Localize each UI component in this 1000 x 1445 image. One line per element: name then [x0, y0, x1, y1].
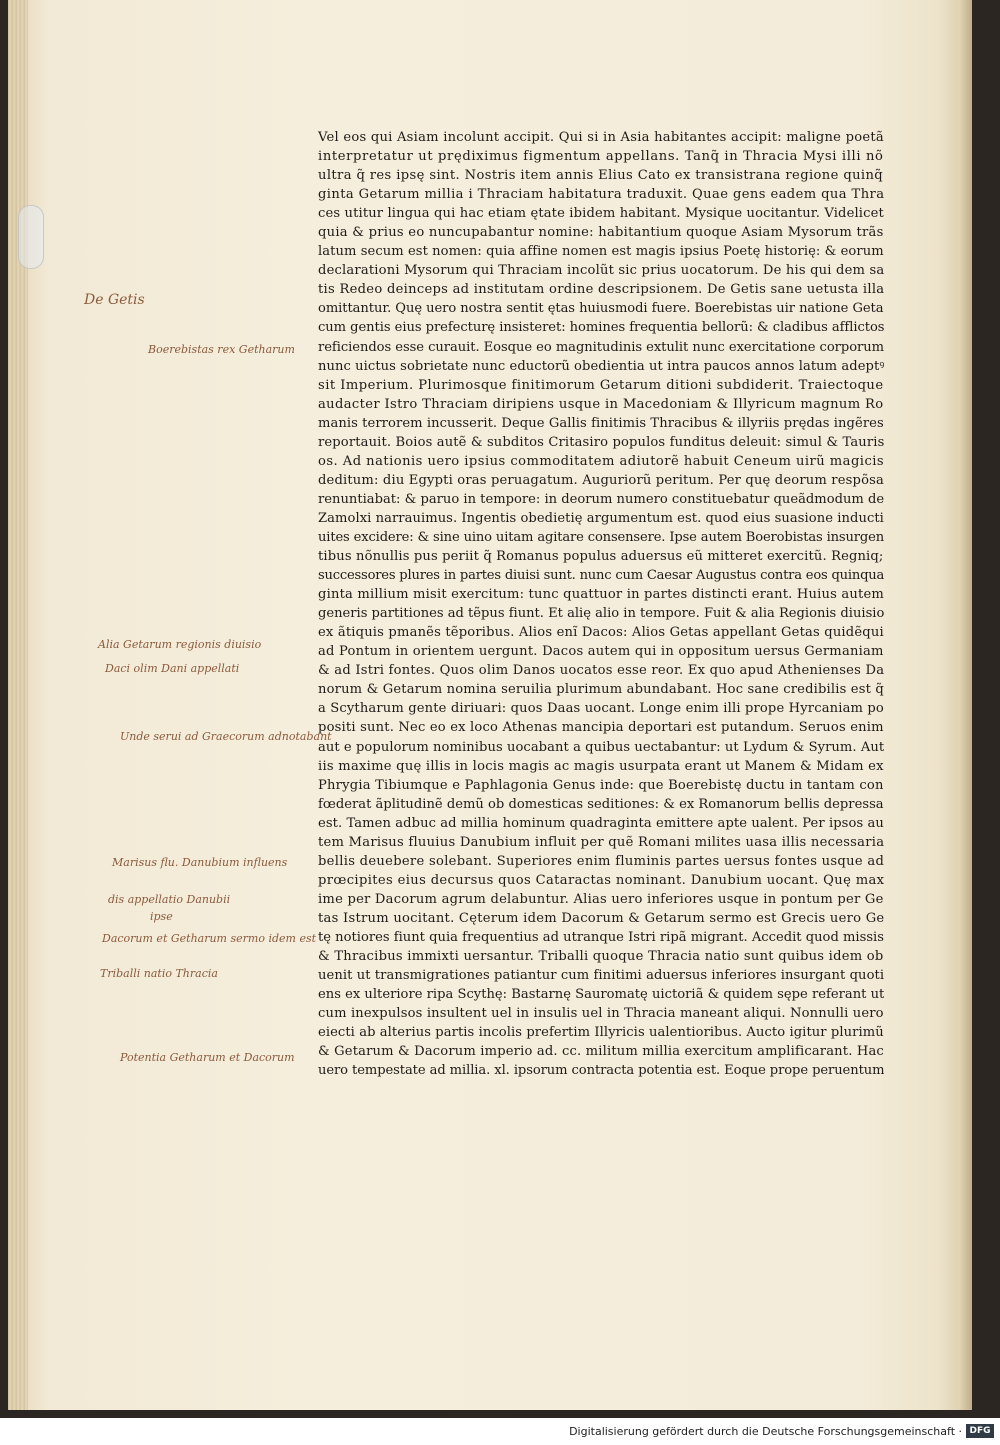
text-line: successores plures in partes diuisi sunt. nunc cum Caesar Augustus contra eos quinqua	[318, 568, 884, 584]
marginal-note-marisus: Marisus flu. Danubium influens	[112, 856, 288, 869]
text-line: ginta Getarum millia i Thraciam habitatura traduxit. Quae gens eadem qua Thra	[318, 187, 884, 203]
text-line: ultra q̃ res ipsę sint. Nostris item annis Elius Cato ex transistrana regione quinq̃	[318, 168, 884, 184]
text-line: uenit ut transmigrationes patiantur cum finitimi aduersus inferiores insurgant quoti	[318, 968, 884, 984]
text-line: positi sunt. Nec eo ex loco Athenas mancipia deportari est putandum. Seruos enim	[318, 720, 884, 736]
marginal-note-de-getis: De Getis	[84, 292, 145, 308]
text-line: tem Marisus fluuius Danubium influit per quẽ Romani milites uasa illis necessaria	[318, 834, 884, 850]
text-line: Phrygia Tibiumque e Paphlagonia Genus inde: que Boerebistę ductu in tantam con	[318, 777, 884, 793]
marginal-note-dacorum-getharum: Dacorum et Getharum sermo idem est	[102, 932, 317, 945]
text-line: tas Istrum uocitant. Cęterum idem Dacorum & Getarum sermo est Grecis uero Ge	[318, 910, 884, 926]
text-line: latum secum est nomen: quia affine nomen est magis ipsius Poetę historię: & eorum	[318, 244, 884, 260]
text-line: & Getarum & Dacorum imperio ad. cc. militum millia exercitum amplificarant. Hac	[318, 1044, 884, 1060]
text-line: tibus nõnullis pus periit q̃ Romanus populus aduersus eũ mitteret exercitũ. Regniq;	[318, 549, 884, 565]
main-text-block	[318, 128, 884, 1080]
text-line: renuntiabat: & paruo in tempore: in deorum numero constituebatur queãdmodum de	[318, 491, 884, 507]
marginal-note-appellatio: dis appellatio Danubii	[108, 893, 231, 906]
text-line: nunc uictus sobrietate nunc eductorũ obedientia ut intra paucos annos latum adeptꝰ	[318, 358, 884, 374]
footer-credit: Digitalisierung gefördert durch die Deutsche Forschungsgemeinschaft ·	[569, 1425, 962, 1438]
text-line: iis maxime quę illis in locis magis ac magis usurpata erant ut Manem & Midam ex	[318, 758, 884, 774]
text-line: cum gentis eius prefecturę insisteret: homines frequentia bellorũ: & cladibus afflictos	[318, 320, 884, 336]
text-line: aut e populorum nominibus uocabant a quibus uectabantur: ut Lydum & Syrum. Aut	[318, 739, 884, 755]
text-line: declarationi Mysorum qui Thraciam incolũt sic prius uocatorum. De his qui dem sa	[318, 263, 884, 279]
dfg-logo: DFG	[966, 1424, 994, 1438]
text-line: omittantur. Quę uero nostra sentit ętas huiusmodi fuere. Boerebistas uir natione Geta	[318, 301, 884, 317]
text-line: a Scytharum gente diriuari: quos Daas uocant. Longe enim illi prope Hyrcaniam po	[318, 701, 884, 717]
text-line: ime per Dacorum agrum delabuntur. Alias uero inferiores usque in pontum per Ge	[318, 891, 884, 907]
marginal-note-unde-serui: Unde serui ad Graecorum adnotabant	[120, 730, 332, 743]
marginal-note-daci-olim: Daci olim Dani appellati	[105, 662, 240, 675]
text-line: ces utitur lingua qui hac etiam ętate ibidem habitant. Mysique uocitantur. Videlicet	[318, 206, 884, 222]
text-line: manis terrorem incusserit. Deque Gallis finitimis Thracibus & illyriis prędas ingẽres	[318, 415, 884, 431]
text-line: uites excidere: & sine uino uitam agitare consensere. Ipse autem Boerobistas insurgen	[318, 529, 884, 545]
text-line: sit Imperium. Plurimosque finitimorum Getarum ditioni subdiderit. Traiectoque	[318, 377, 884, 393]
text-line: ad Pontum in orientem uergunt. Dacos autem qui in oppositum uersus Germaniam	[318, 644, 884, 660]
text-line: deditum: diu Egypti oras peruagatum. Auguriorũ peritum. Per quę deorum respõsa	[318, 472, 884, 488]
text-line: tis Redeo deinceps ad institutam ordine descripsionem. De Getis sane uetusta illa	[318, 282, 884, 298]
text-line: reficiendos esse curauit. Eosque eo magnitudinis extulit nunc exercitatione corporum	[318, 339, 884, 355]
marginal-note-potentia: Potentia Getharum et Dacorum	[120, 1051, 295, 1064]
text-line: audacter Istro Thraciam diripiens usque in Macedoniam & Illyricum magnum Ro	[318, 396, 884, 412]
text-line: tę notiores fiunt quia frequentius ad utranque Istri ripã migrant. Accedit quod missis	[318, 929, 884, 945]
marginal-note-alia-diuisio: Alia Getarum regionis diuisio	[98, 638, 262, 651]
text-line: ginta millium misit exercitum: tunc quattuor in partes distincti erant. Huius autem	[318, 587, 884, 603]
footer-bar	[0, 1418, 1000, 1445]
text-line: norum & Getarum nomina seruilia plurimum abundabant. Hoc sane credibilis est q̃	[318, 682, 884, 698]
text-line: Zamolxi narrauimus. Ingentis obedietię argumentum est. quod eius suasione inducti	[318, 510, 884, 526]
text-line: prœcipites eius decursus quos Cataractas nominant. Danubium uocant. Quę max	[318, 872, 884, 888]
marginal-note-ipse: ipse	[150, 910, 173, 923]
text-line: eiecti ab alterius partis incolis prefertim Illyricis ualentioribus. Aucto igitur plurimũ	[318, 1025, 884, 1041]
marginal-note-boerebistas: Boerebistas rex Getharum	[148, 343, 295, 356]
text-line: generis partitiones ad tẽpus fiunt. Et alię alio in tempore. Fuit & alia Regionis diuisio	[318, 606, 884, 622]
text-line: ex ãtiquis pmanẽs tẽporibus. Alios enĩ Dacos: Alios Getas appellant Getas quidẽqui	[318, 625, 884, 641]
text-line: fœderat ãplitudinẽ demũ ob domesticas seditiones: & ex Romanorum bellis depressa	[318, 796, 884, 812]
text-line: uero tempestate ad millia. xl. ipsorum contracta potentia est. Eoque prope peruentum	[318, 1063, 884, 1079]
text-line: quia & prius eo nuncupabantur nomine: habitantium quoque Asiam Mysorum trãs	[318, 225, 884, 241]
text-line: bellis deuebere solebant. Superiores enim fluminis partes uersus fontes usque ad	[318, 853, 884, 869]
text-line: & ad Istri fontes. Quos olim Danos uocatos esse reor. Ex quo apud Athenienses Da	[318, 663, 884, 679]
text-line: reportauit. Boios autẽ & subditos Critasiro populos funditus deleuit: simul & Tauris	[318, 434, 884, 450]
page-fore-edge	[958, 0, 972, 1410]
text-line: cum inexpulsos insultent uel in insulis uel in Thracia maneant aliqui. Nonnulli uero	[318, 1006, 884, 1022]
text-line: interpretatur ut prędiximus figmentum appellans. Tanq̃ in Thracia Mysi illi nõ	[318, 149, 884, 165]
text-line: ens ex ulteriore ripa Scythę: Bastarnę Sauromatę uictoriã & quidem sępe referant ut	[318, 987, 884, 1003]
text-line: & Thracibus immixti uersantur. Triballi quoque Thracia natio sunt quibus idem ob	[318, 949, 884, 965]
book-clip	[18, 205, 44, 269]
text-line: os. Ad nationis uero ipsius commoditatem adiutorẽ habuit Ceneum uirũ magicis	[318, 453, 884, 469]
text-line: Vel eos qui Asiam incolunt accipit. Qui si in Asia habitantes accipit: maligne poetã	[318, 130, 884, 145]
text-line: est. Tamen adbuc ad millia hominum quadraginta emittere apte ualent. Per ipsos au	[318, 815, 884, 831]
marginal-note-triballi: Triballi natio Thracia	[100, 967, 218, 980]
